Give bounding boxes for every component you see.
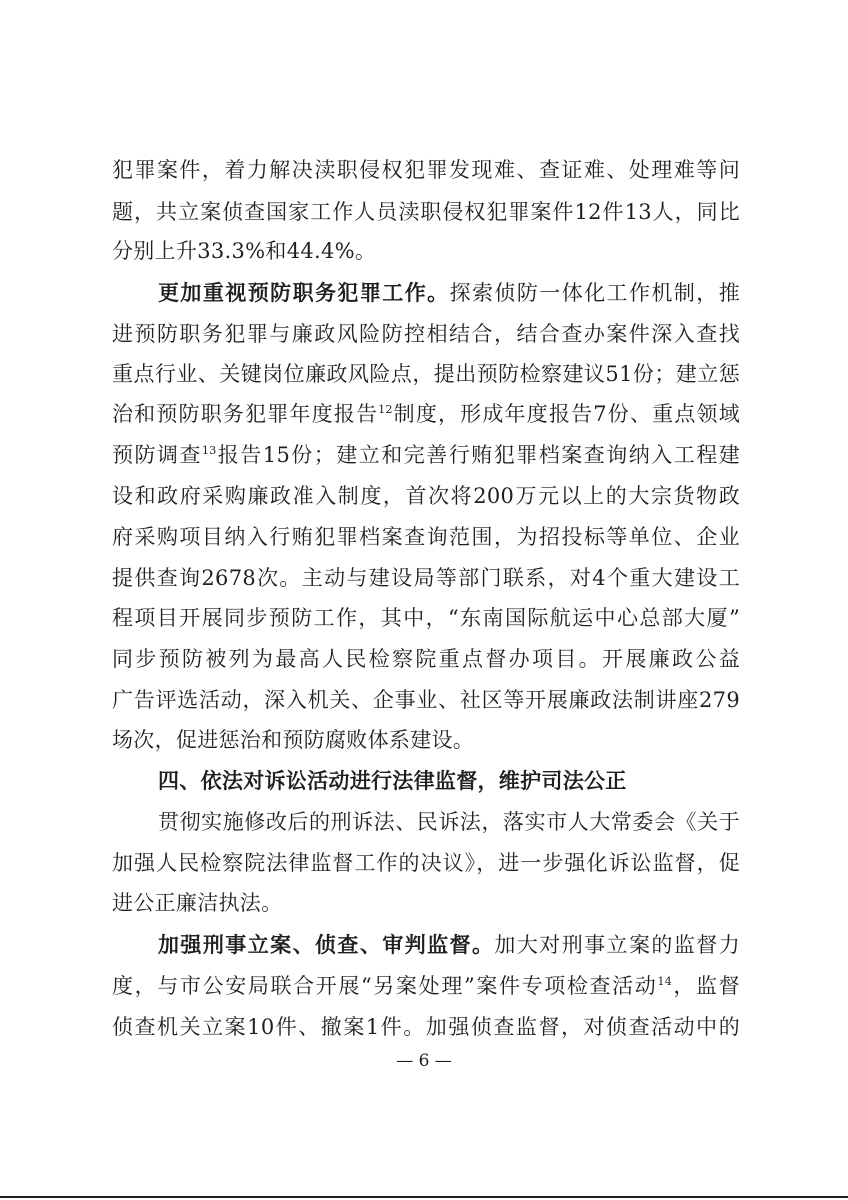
paragraph-heading: 加强刑事立案、侦查、审判监督。 xyxy=(158,932,495,957)
page-bottom-border xyxy=(0,1196,848,1198)
page-number: — 6 — xyxy=(396,1051,452,1071)
text-line: 进预防职务犯罪与廉政风险防控相结合，结合查办案件深入查找 xyxy=(112,322,740,346)
section-heading: 四、依法对诉讼活动进行法律监督，维护司法公正 xyxy=(158,768,627,793)
text-line: 场次，促进惩治和预防腐败体系建设。 xyxy=(112,728,475,752)
footnote-marker: 12 xyxy=(378,403,393,416)
text-line: 提供查询2678次。主动与建设局等部门联系，对4个重大建设工 xyxy=(112,566,740,590)
text-span: 探索侦防一体化工作机制，推 xyxy=(449,281,740,305)
paragraph-first-line xyxy=(158,928,740,962)
text-span: 治和预防职务犯罪年度报告 xyxy=(112,402,379,426)
text-line: 同步预防被列为最高人民检察院重点督办项目。开展廉政公益 xyxy=(112,647,740,671)
text-line: 府采购项目纳入行贿犯罪档案查询范围，为招投标等单位、企业 xyxy=(112,525,740,549)
text-line: 贯彻实施修改后的刑诉法、民诉法，落实市人大常委会《关于 xyxy=(158,810,740,834)
text-line: 侦查机关立案10件、撤案1件。加强侦查监督，对侦查活动中的 xyxy=(112,1015,740,1039)
footnote-marker: 14 xyxy=(657,975,673,988)
paragraph-heading: 更加重视预防职务犯罪工作。 xyxy=(158,280,450,305)
text-line: 分别上升33.3%和44.4%。 xyxy=(112,239,377,263)
text-span: 制度，形成年度报告7份、重点领域 xyxy=(392,402,740,426)
text-span: 加大对刑事立案的监督力 xyxy=(494,933,740,957)
text-span: 报告15份；建立和完善行贿犯罪档案查询纳入工程建 xyxy=(216,443,740,467)
footnote-marker: 13 xyxy=(201,444,217,457)
paragraph-first-line xyxy=(158,276,740,310)
text-line: 程项目开展同步预防工作，其中，“东南国际航运中心总部大厦” xyxy=(112,606,740,630)
text-span: 预防调查 xyxy=(112,443,202,467)
text-line xyxy=(112,438,740,472)
text-span: ，监督 xyxy=(672,974,740,998)
text-line: 题，共立案侦查国家工作人员渎职侵权犯罪案件12件13人，同比 xyxy=(112,200,740,224)
text-line: 设和政府采购廉政准入制度，首次将200万元以上的大宗货物政 xyxy=(112,484,740,508)
text-span: 度，与市公安局联合开展“另案处理”案件专项检查活动 xyxy=(112,974,658,998)
text-line: 加强人民检察院法律监督工作的决议》，进一步强化诉讼监督，促 xyxy=(112,851,740,875)
text-line: 进公正廉洁执法。 xyxy=(112,891,283,915)
text-line: 犯罪案件，着力解决渎职侵权犯罪发现难、查证难、处理难等问 xyxy=(112,158,740,182)
text-line: 重点行业、关键岗位廉政风险点，提出预防检察建议51份；建立惩 xyxy=(112,362,740,386)
text-line xyxy=(112,397,740,431)
text-line xyxy=(112,969,740,1003)
text-line: 广告评选活动，深入机关、企事业、社区等开展廉政法制讲座279 xyxy=(112,688,740,712)
